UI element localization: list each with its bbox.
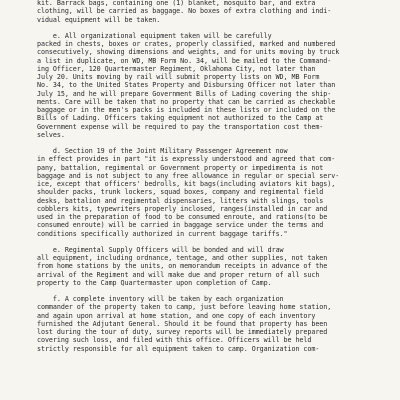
text-line: Government expense will be required to pay the transportation cost them- bbox=[37, 122, 324, 131]
text-line: conditions specifically authorized in current baggage tariffs." bbox=[37, 229, 288, 238]
text-line: a list in duplicate, on WD, MB Form No. 34, will be mailed to the Command- bbox=[37, 56, 332, 65]
text-line: in effect provides in part "it is expressly understood and agreed that com- bbox=[37, 155, 336, 164]
text-line: selves. bbox=[37, 130, 65, 139]
text-line: d. Section 19 of the Joint Military Passenger Agreement now bbox=[37, 147, 288, 155]
text-line: baggage and is not subject to any free allowance in regular or special serv- bbox=[37, 171, 340, 180]
text-line: consumed enroute) will be carried in baggage service under the terms and bbox=[37, 221, 324, 230]
paragraph-continuation bbox=[37, 0, 383, 24]
paragraph-d-passenger-agreement bbox=[37, 147, 383, 238]
text-line: kit. Barrack bags, containing one (1) blanket, mosquito bar, and extra bbox=[37, 0, 316, 7]
text-line: pany, battalion, regimental or Government property or impedimenta is not bbox=[37, 163, 324, 172]
text-line: from home stations by the units, on memorandum receipts in advance of the bbox=[37, 262, 328, 271]
text-line: arrival of the Regiment and will make due and proper return of all such bbox=[37, 270, 320, 279]
paragraph-e-supply-officers bbox=[37, 246, 383, 287]
text-line: commander of the property taken to camp, just before leaving home station, bbox=[37, 303, 332, 312]
text-line: shoulder packs, trunk lockers, squad boxes, company and regimental field bbox=[37, 188, 324, 197]
text-line: July 15, and he will prepare Government Bills of Lading covering the ship- bbox=[37, 89, 332, 98]
paragraph-e-equipment-packing bbox=[37, 32, 383, 139]
text-line: ments. Care will be taken that no property that can be carried as checkable bbox=[37, 97, 336, 106]
text-line: packed in chests, boxes or crates, properly classified, marked and numbered bbox=[37, 40, 336, 48]
text-line: property to the Camp Quartermaster upon completion of Camp. bbox=[37, 278, 272, 287]
paragraph-f-inventory bbox=[37, 295, 383, 353]
text-line: f. A complete inventory will be taken by each organization bbox=[37, 295, 284, 303]
text-line: desks, battalion and regimental dispensaries, litters with slings, tools bbox=[37, 196, 324, 205]
text-line: strictly responsible for all equipment taken to camp. Organization com- bbox=[37, 344, 320, 353]
text-line: all equipment, including ordnance, tentage, and other supplies, not taken bbox=[37, 254, 328, 262]
text-line: and again upon arrival at home station, and one copy of each inventory bbox=[37, 311, 316, 320]
text-line: Bills of Lading. Officers taking equipment not authorized to the Camp at bbox=[37, 114, 324, 123]
text-line: cobblers kits, typewriters properly inclosed, ranges(installed in car and bbox=[37, 204, 328, 213]
text-line: consecutively, showing dimensions and weights, and for units moving by truck bbox=[37, 48, 340, 57]
text-line: vidual equipment will be taken. bbox=[37, 15, 161, 24]
text-line: ice, except that officers' bedrolls, kit bags(including aviators kit bags), bbox=[37, 180, 336, 188]
text-line: e. Regimental Supply Officers will be bonded and will draw bbox=[37, 245, 284, 254]
text-line: used in the preparation of food to be consumed enroute, and rations(to be bbox=[37, 213, 328, 221]
text-line: furnished the Adjutant General. Should it be found that property has been bbox=[37, 319, 328, 328]
text-line: covering such loss, and filed with this office. Officers will be held bbox=[37, 336, 312, 345]
text-line: ing Officer, 120 Quartermaster Regiment, Oklahoma City, not later than bbox=[37, 64, 316, 73]
text-line: baggage or in the men's packs is included in these lists or included on the bbox=[37, 106, 336, 114]
text-line: clothing, will be carried as baggage. No boxes of extra clothing and indi- bbox=[37, 7, 332, 16]
text-line: e. All organizational equipment taken will be carefully bbox=[37, 31, 272, 40]
text-line: July 20. Units moving by rail will submit property lists on WD, MB Form bbox=[37, 73, 320, 81]
document-body bbox=[37, 0, 383, 353]
text-line: lost during the tour of duty, survey reports will be immediately prepared bbox=[37, 328, 328, 336]
text-line: No. 34, to the United States Property and Disbursing Officer not later than bbox=[37, 81, 336, 90]
